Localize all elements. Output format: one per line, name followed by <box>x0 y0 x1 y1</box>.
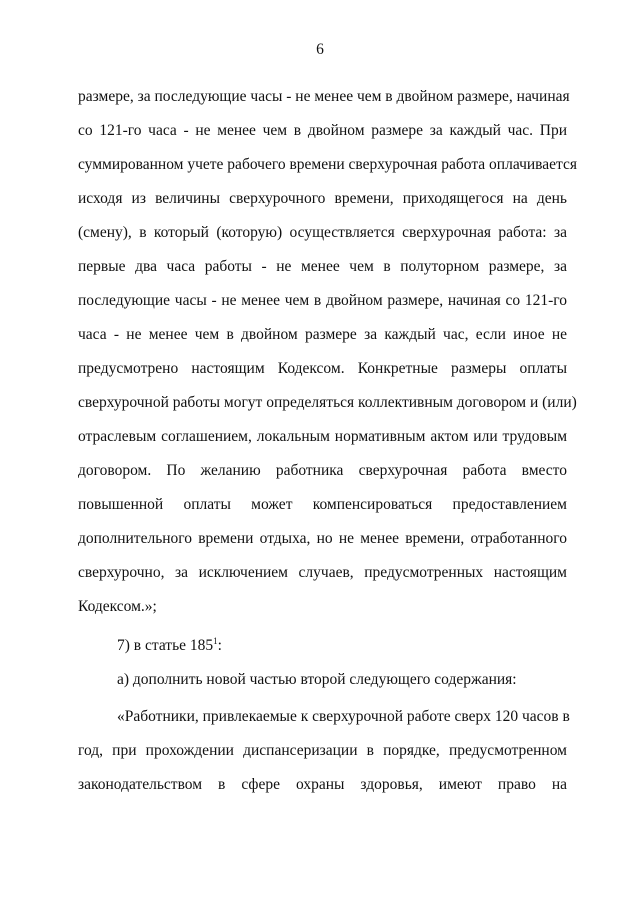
page-number: 6 <box>316 41 324 58</box>
body-line: дополнительного времени отдыха, но не менее времени, отработанного <box>78 530 567 547</box>
quote-line: законодательством в сфере охраны здоровья, имеют право на <box>78 776 567 793</box>
body-line: сверхурочно, за исключением случаев, предусмотренных настоящим <box>78 564 567 581</box>
list-item-7 <box>117 635 222 657</box>
list-item-7-text: 7) в статье 185 <box>117 637 214 654</box>
body-line: часа - не менее чем в двойном размере за каждый час, если иное не <box>78 326 567 343</box>
body-line: повышенной оплаты может компенсироваться предоставлением <box>78 496 567 513</box>
body-line: последующие часы - не менее чем в двойном размере, начиная со 121-го <box>78 292 567 309</box>
article-superscript: 1 <box>213 636 218 646</box>
body-line: отраслевым соглашением, локальным нормативным актом или трудовым <box>78 428 567 445</box>
quote-line: «Работники, привлекаемые к сверхурочной работе сверх 120 часов в <box>117 708 570 725</box>
body-line: сверхурочной работы могут определяться коллективным договором и (или) <box>78 394 577 411</box>
quote-line: год, при прохождении диспансеризации в порядке, предусмотренном <box>78 742 567 759</box>
body-line: размере, за последующие часы - не менее чем в двойном размере, начиная <box>78 88 570 105</box>
body-line: исходя из величины сверхурочного времени, приходящегося на день <box>78 190 567 207</box>
list-item-a: а) дополнить новой частью второй следующего содержания: <box>117 671 517 688</box>
body-line: договором. По желанию работника сверхурочная работа вместо <box>78 462 567 479</box>
body-line: суммированном учете рабочего времени сверхурочная работа оплачивается <box>78 156 578 173</box>
body-line: предусмотрено настоящим Кодексом. Конкретные размеры оплаты <box>78 360 567 377</box>
body-line: (смену), в который (которую) осуществляется сверхурочная работа: за <box>78 224 567 241</box>
list-item-7-suffix: : <box>217 637 222 654</box>
body-line: со 121-го часа - не менее чем в двойном размере за каждый час. При <box>78 122 567 139</box>
body-line: Кодексом.»; <box>78 598 157 615</box>
body-line: первые два часа работы - не менее чем в полуторном размере, за <box>78 258 567 275</box>
